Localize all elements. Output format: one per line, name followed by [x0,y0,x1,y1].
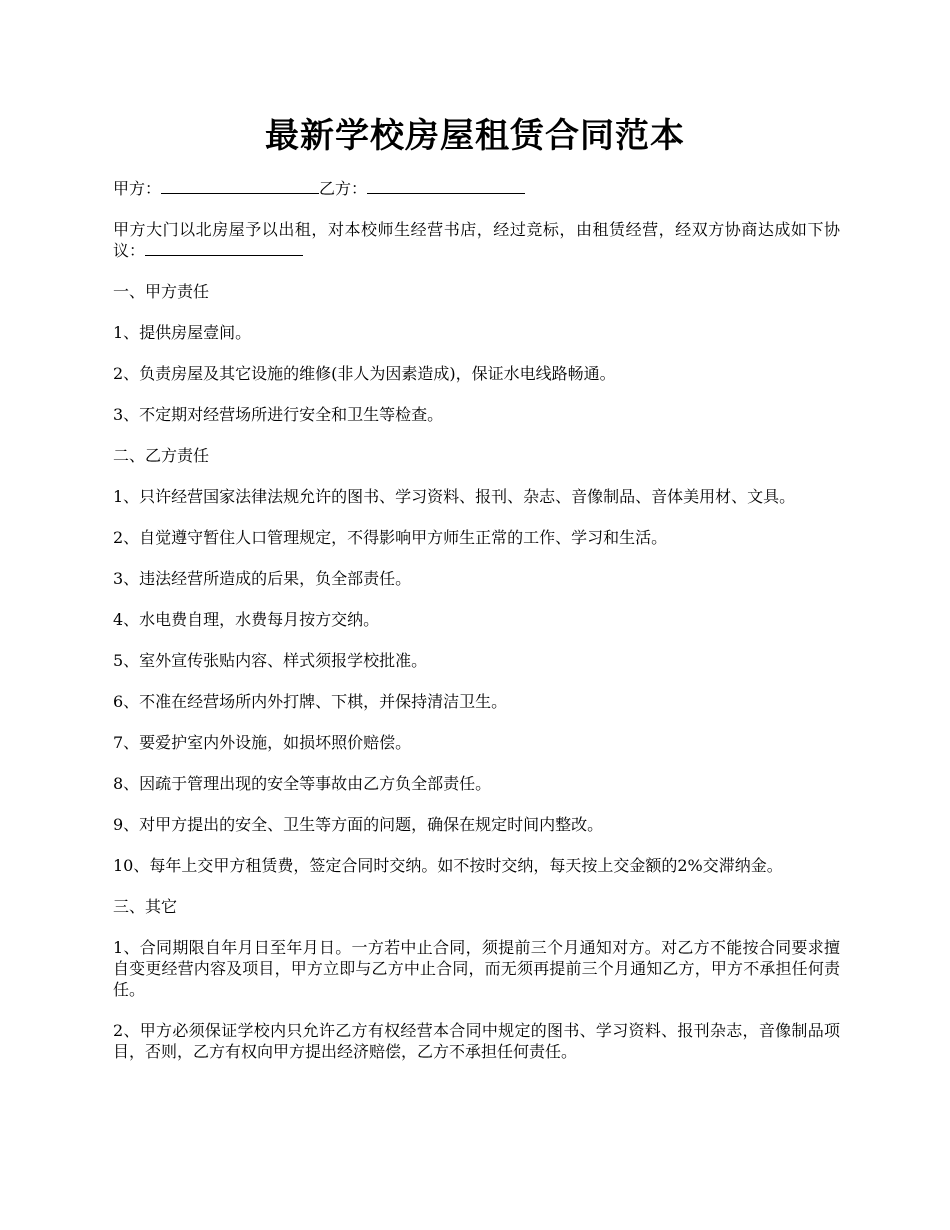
party-a-blank [161,179,319,194]
clause: 2、自觉遵守暂住人口管理规定，不得影响甲方师生正常的工作、学习和生活。 [113,528,668,547]
clause: 3、不定期对经营场所进行安全和卫生等检查。 [113,405,444,424]
clause: 6、不准在经营场所内外打牌、下棋，并保持清洁卫生。 [113,692,508,711]
clause: 8、因疏于管理出现的安全等事故由乙方负全部责任。 [113,774,492,793]
clause: 10、每年上交甲方租赁费，签定合同时交纳。如不按时交纳，每天按上交金额的2%交滞纳金。 [113,856,783,875]
party-b-blank [367,179,525,194]
clause: 5、室外宣传张贴内容、样式须报学校批准。 [113,651,428,670]
clause: 1、合同期限自年月日至年月日。一方若中止合同，须提前三个月通知对方。对乙方不能按合同要求擅自变更经营内容及项目，甲方立即与乙方中止合同，而无须再提前三个月通知乙方，甲方不承担任何责任。 [113,938,840,999]
clause: 4、水电费自理，水费每月按方交纳。 [113,610,380,629]
document-title: 最新学校房屋租赁合同范本 [265,116,685,156]
clause: 2、甲方必须保证学校内只允许乙方有权经营本合同中规定的图书、学习资料、报刊杂志，音像制品项目，否则，乙方有权向甲方提出经济赔偿，乙方不承担任何责任。 [113,1021,840,1061]
party-b-label: 乙方： [319,179,368,198]
clause: 7、要爱护室内外设施，如损坏照价赔偿。 [113,733,412,752]
intro-paragraph [113,219,840,261]
section-heading: 一、甲方责任 [113,282,210,301]
clause: 1、提供房屋壹间。 [113,323,252,342]
intro-blank [145,241,303,256]
clause: 9、对甲方提出的安全、卫生等方面的问题，确保在规定时间内整改。 [113,815,604,834]
section-heading: 三、其它 [113,897,178,916]
parties-line [113,178,840,199]
clause: 2、负责房屋及其它设施的维修(非人为因素造成)，保证水电线路畅通。 [113,364,616,383]
clause: 1、只许经营国家法律法规允许的图书、学习资料、报刊、杂志、音像制品、音体美用材、文具。 [113,487,796,506]
intro-text: 甲方大门以北房屋予以出租，对本校师生经营书店，经过竞标，由租赁经营，经双方协商达成如下协议： [113,220,840,260]
party-a-label: 甲方： [113,179,162,198]
document-body [113,178,840,1082]
section-heading: 二、乙方责任 [113,446,210,465]
clause: 3、违法经营所造成的后果，负全部责任。 [113,569,412,588]
